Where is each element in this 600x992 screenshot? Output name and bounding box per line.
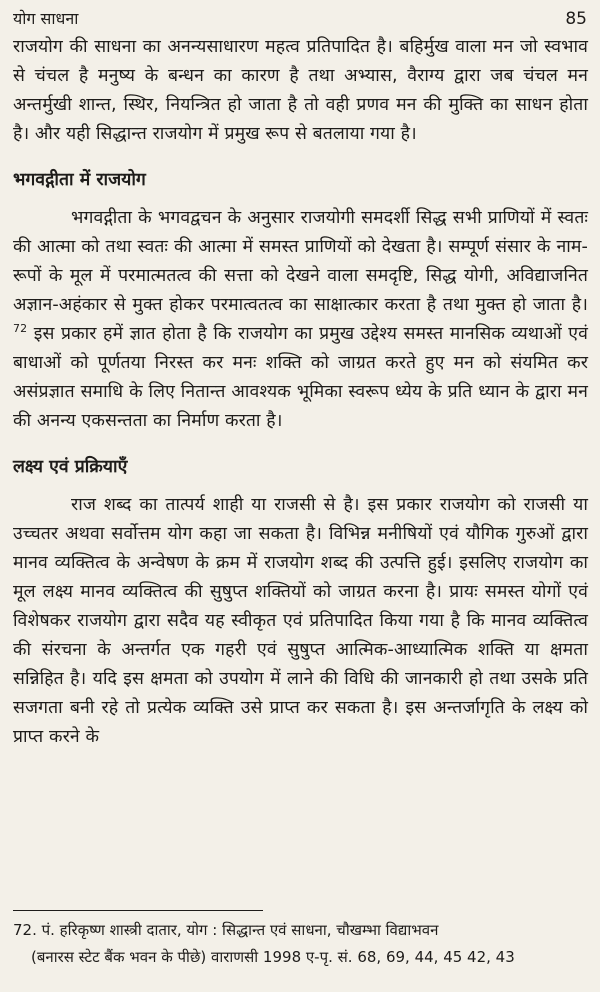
running-title: योग साधना — [13, 9, 79, 28]
paragraph-3: राज शब्द का तात्पर्य शाही या राजसी से है। इस प्रकार राजयोग को राजसी या उच्चतर अथवा सर्वोत्तम योग कहा जा सकता है। विभिन्न मनीषियों एवं यौगिक गुरुओं द्वारा मानव व्यक्तित्व के अन्वेषण के क्रम में राजयोग शब्द की उत्पत्ति हुई। इसलिए राजयोग का मूल लक्ष्य मानव व्यक्तित्व की सुषुप्त शक्तियों को जाग्रत करना है। प्रायः समस्त योगों एवं विशेषकर राजयोग द्वारा सदैव यह स्वीकृत एवं प्रतिपादित किया गया है कि मानव व्यक्तित्व की संरचना के अन्तर्गत एक गहरी एवं सुषुप्त आत्मिक-आध्यात्मिक शक्ति या क्षमता सन्निहित है। यदि इस क्षमता को उपयोग में लाने की विधि की जानकारी हो तथा उसके प्रति सजगता बनी रहे तो प्रत्येक व्यक्ति उसे प्राप्त कर सकता है। इस अन्तर्जागृति के लक्ष्य को प्राप्त करने के — [13, 495, 588, 747]
section-heading-goals: लक्ष्य एवं प्रक्रियाएँ — [13, 457, 128, 477]
paragraph-2 — [13, 204, 588, 436]
paragraph-2-part-a: भगवद्गीता के भगवद्वचन के अनुसार राजयोगी समदर्शी सिद्ध सभी प्राणियों में स्वतः की आत्मा को तथा स्वतः की आत्मा में समस्त प्राणियों को देखता है। सम्पूर्ण संसार के नाम-रूपों के मूल में परमात्मतत्व की सत्ता को देखने वाला समदृष्टि, सिद्ध योगी, अविद्याजनित अज्ञान-अहंकार से मुक्त होकर परमात्वतत्व का साक्षात्कार करता है तथा मुक्त हो जाता है। — [13, 208, 588, 315]
paragraph-2-part-b: इस प्रकार हमें ज्ञात होता है कि राजयोग का प्रमुख उद्देश्य समस्त मानसिक व्यथाओं एवं बाधाओं को पूर्णतया निरस्त कर मनः शक्ति को जाग्रत करते हुए मन को संयमित कर असंप्रज्ञात समाधि के लिए नितान्त आवश्यक भूमिका स्वरूप ध्येय के प्रति ध्यान के द्वारा मन की अनन्य एकसन्तता का निर्माण करता है। — [13, 324, 588, 431]
running-header — [13, 6, 587, 32]
footnote — [13, 917, 588, 971]
footnote-line-2: (बनारस स्टेट बैंक भवन के पीछे) वाराणसी 1998 ए-पृ. सं. 68, 69, 44, 45 42, 43 — [31, 948, 515, 966]
footnote-divider — [13, 910, 263, 911]
page-number: 85 — [565, 9, 587, 29]
footnote-line-1: 72. पं. हरिकृष्ण शास्त्री दातार, योग : सिद्धान्त एवं साधना, चौखम्भा विद्याभवन — [13, 921, 439, 939]
paragraph-1: राजयोग की साधना का अनन्यसाधारण महत्व प्रतिपादित है। बहिर्मुख वाला मन जो स्वभाव से चंचल है मनुष्य के बन्धन का कारण है तथा अभ्यास, वैराग्य द्वारा जब चंचल मन अन्तर्मुखी शान्त, स्थिर, नियन्त्रित हो जाता है तो वही प्रणव मन की मुक्ति का साधन होता है। और यही सिद्धान्त राजयोग में प्रमुख रूप से बतलाया गया है। — [13, 37, 588, 144]
footnote-ref-72[interactable]: 72 — [13, 322, 28, 336]
section-heading-gita: भगवद्गीता में राजयोग — [13, 170, 146, 190]
body-text — [13, 33, 588, 752]
